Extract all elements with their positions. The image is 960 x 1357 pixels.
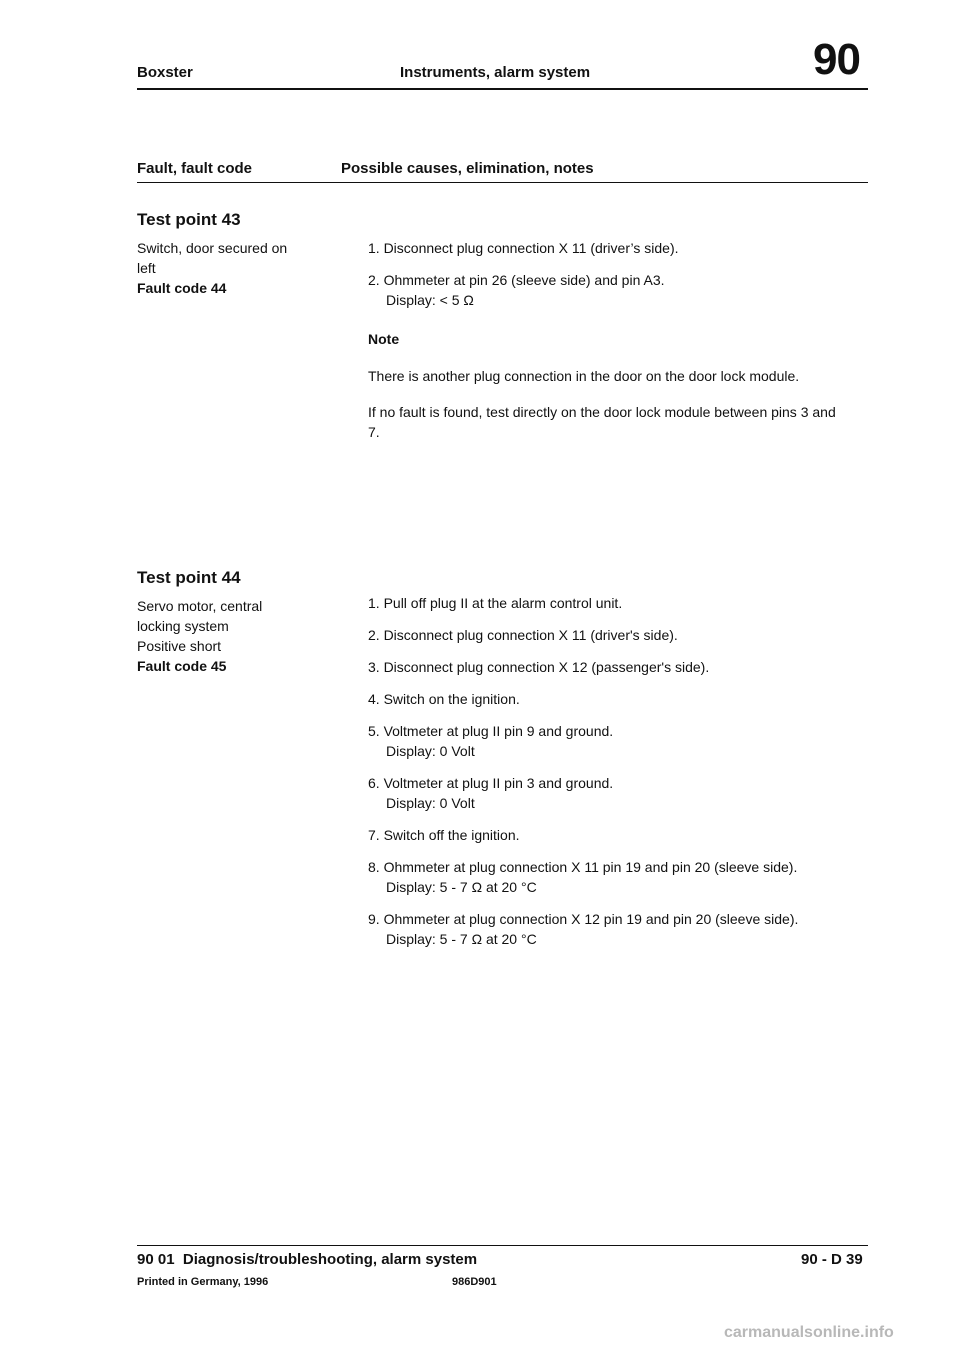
footer-doc-code: 986D901: [452, 1276, 497, 1288]
step-display: Display: 5 - 7 Ω at 20 °C: [386, 931, 537, 947]
test-point-title: Test point 43: [137, 210, 241, 229]
fault-code: Fault code 45: [137, 658, 227, 674]
watermark: carmanualsonline.info: [724, 1324, 894, 1341]
step-text: 1. Pull off plug II at the alarm control unit.: [368, 595, 623, 611]
note-text: There is another plug connection in the door on the door lock module.: [368, 368, 800, 384]
header-section-title: Instruments, alarm system: [400, 64, 591, 81]
step-display: Display: 5 - 7 Ω at 20 °C: [386, 879, 537, 895]
step-text: 2. Ohmmeter at pin 26 (sleeve side) and pin A3.: [368, 272, 665, 288]
description-line: left: [137, 260, 156, 276]
column-heading-fault: Fault, fault code: [137, 160, 253, 177]
fault-code: Fault code 44: [137, 280, 227, 296]
note-label: Note: [368, 331, 400, 347]
test-point-steps: [368, 238, 868, 322]
footer-page-number: 90 - D 39: [801, 1251, 863, 1268]
step-item: [368, 721, 868, 761]
description-line: Servo motor, central: [137, 598, 263, 614]
step-item: [368, 773, 868, 813]
header-rule: [137, 88, 868, 90]
step-text: 9. Ohmmeter at plug connection X 12 pin 19 and pin 20 (sleeve side).: [368, 911, 799, 927]
test-point-description: [137, 238, 327, 298]
test-point-steps: [368, 593, 868, 961]
footer-chapter: 90 01 Diagnosis/troubleshooting, alarm system: [137, 1251, 478, 1268]
description-line: Positive short: [137, 638, 222, 654]
step-display: Display: 0 Volt: [386, 743, 475, 759]
header-section-number: 90: [813, 35, 860, 84]
step-text: 8. Ohmmeter at plug connection X 11 pin 19 and pin 20 (sleeve side).: [368, 859, 798, 875]
description-line: Switch, door secured on: [137, 240, 288, 256]
description-line: locking system: [137, 618, 229, 634]
step-item: [368, 238, 868, 258]
step-item: [368, 909, 868, 949]
step-text: 3. Disconnect plug connection X 12 (passenger's side).: [368, 659, 710, 675]
step-display: Display: < 5 Ω: [386, 292, 474, 308]
test-point-title: Test point 44: [137, 568, 241, 587]
step-text: 2. Disconnect plug connection X 11 (driver's side).: [368, 627, 678, 643]
column-rule: [137, 182, 868, 183]
step-text: 6. Voltmeter at plug II pin 3 and ground.: [368, 775, 614, 791]
step-display: Display: 0 Volt: [386, 795, 475, 811]
step-text: 4. Switch on the ignition.: [368, 691, 520, 707]
step-item: [368, 270, 868, 310]
step-text: 7. Switch off the ignition.: [368, 827, 520, 843]
step-item: [368, 825, 868, 845]
column-heading-causes: Possible causes, elimination, notes: [341, 160, 594, 177]
footer-printed: Printed in Germany, 1996: [137, 1276, 269, 1288]
note-text: If no fault is found, test directly on the door lock module between pins 3 and 7.: [368, 404, 836, 440]
step-text: 5. Voltmeter at plug II pin 9 and ground.: [368, 723, 614, 739]
footer-rule: [137, 1245, 868, 1246]
step-item: [368, 593, 868, 613]
step-item: [368, 857, 868, 897]
test-point-description: [137, 596, 327, 676]
step-text: 1. Disconnect plug connection X 11 (driver’s side).: [368, 240, 679, 256]
step-item: [368, 689, 868, 709]
header-model: Boxster: [137, 64, 193, 81]
step-item: [368, 625, 868, 645]
step-item: [368, 657, 868, 677]
